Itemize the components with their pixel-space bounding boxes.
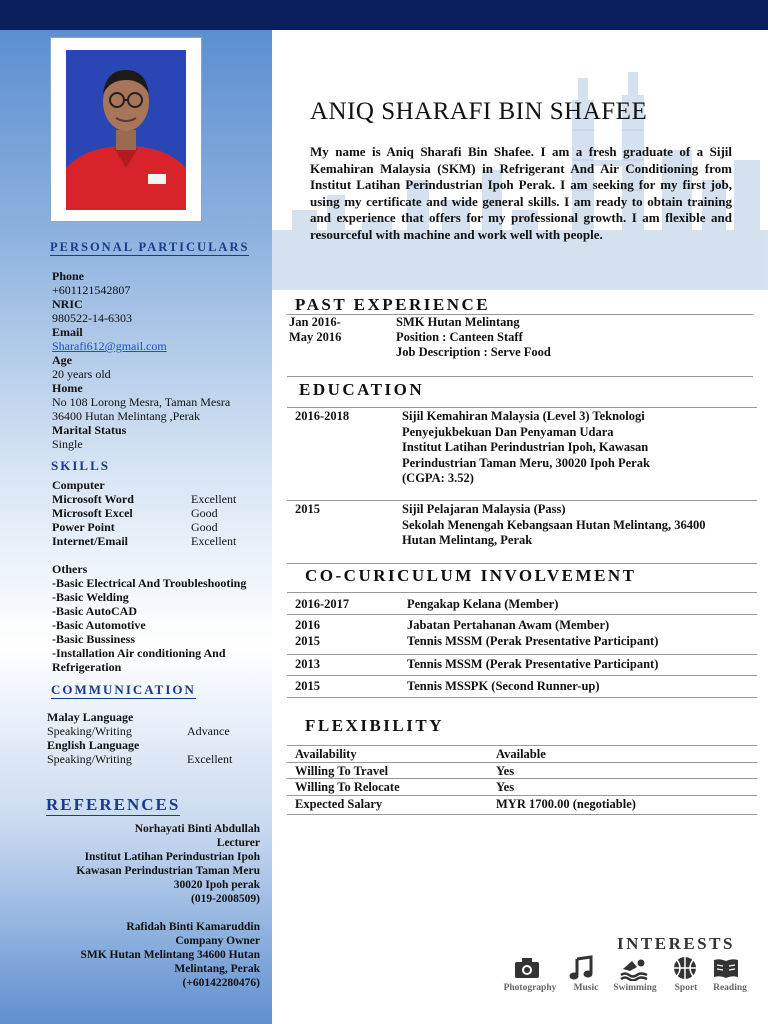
experience-heading: PAST EXPERIENCE [295,295,491,314]
computer-label: Computer [52,478,105,492]
divider [287,614,757,615]
skill-level: Good [191,520,218,534]
divider [287,675,757,676]
flexibility-label: Willing To Relocate [295,780,400,794]
education-line: Sijil Kemahiran Malaysia (Level 3) Teknologi [402,409,645,423]
candidate-name: ANIQ SHARAFI BIN SHAFEE [310,98,648,125]
divider [287,314,753,315]
malay-level: Advance [187,724,230,738]
malay-skill: Speaking/Writing [47,724,132,738]
cocurriculum-year: 2016-2017 [295,597,350,611]
nric-value: 980522-14-6303 [52,311,132,325]
education-line: Perindustrian Taman Meru, 30020 Ipoh Perak [402,455,650,470]
basketball-icon [671,955,699,981]
home-line-2: 36400 Hutan Melintang ,Perak [52,409,200,423]
divider [287,592,757,593]
divider [287,778,757,779]
cocurriculum-year: 2016 [295,618,320,632]
skill-level: Excellent [191,534,237,548]
interest-label: Music [573,983,599,993]
interest-label: Sport [674,983,698,993]
other-skill: -Installation Air conditioning And [52,646,226,660]
experience-description: Job Description : Serve Food [396,345,551,359]
education-line: Institut Latihan Perindustrian Ipoh, Kawasan [402,440,649,454]
reference-line: (019-2008509) [191,893,260,905]
flexibility-label: Expected Salary [295,797,383,811]
english-level: Excellent [187,752,233,766]
marital-label: Marital Status [52,423,127,437]
cocurriculum-heading: CO-CURICULUM INVOLVEMENT [305,566,637,585]
experience-date-end: May 2016 [289,330,342,344]
english-label: English Language [47,738,140,752]
skill-name: Microsoft Word [52,492,134,506]
divider [287,407,757,408]
other-skill: Refrigeration [52,660,122,674]
music-note-icon [568,955,596,981]
malay-label: Malay Language [47,710,134,724]
education-entry-2 [402,502,706,549]
open-book-icon [712,955,740,981]
age-label: Age [52,353,72,367]
flexibility-value: MYR 1700.00 (negotiable) [496,797,636,811]
education-line: Hutan Melintang, Perak [402,533,533,547]
skill-name: Power Point [52,520,115,534]
flexibility-label: Availability [295,747,357,761]
experience-position: Position : Canteen Staff [396,330,523,344]
cocurriculum-activity: Jabatan Pertahanan Awam (Member) [407,618,610,632]
cocurriculum-activity: Tennis MSSPK (Second Runner-up) [407,679,600,693]
summary-paragraph: My name is Aniq Sharafi Bin Shafee. I am a fresh graduate of a Sijil Kemahiran Malaysia (SKM) in Refrigerant And Air Conditioning from Institut Latihan Perindustrian Ipoh Perak. I am seeking for my first job, using my certificate and wide general skills. I am ready to obtain training and experience that offers for my professional growth. I am flexible and resourceful with machine and work well with people. [310,144,732,242]
divider [287,376,753,377]
experience-date-start: Jan 2016- [289,315,341,329]
flexibility-value: Yes [496,764,515,778]
cocurriculum-activity: Tennis MSSM (Perak Presentative Participant) [407,657,659,671]
divider [287,745,757,746]
divider [287,697,757,698]
divider [287,500,757,501]
other-skill: -Basic Bussiness [52,632,136,646]
reference-line: Company Owner [175,935,260,947]
education-line: Sekolah Menengah Kebangsaan Hutan Melintang, 36400 [402,517,706,532]
skills-heading: SKILLS [51,458,110,473]
other-skill: -Basic Electrical And Troubleshooting [52,576,247,590]
references-heading: REFERENCES [46,795,181,814]
education-line: Sijil Pelajaran Malaysia (Pass) [402,502,566,516]
interest-label: Photography [503,983,557,993]
reference-line: SMK Hutan Melintang 34600 Hutan [80,949,260,961]
education-line: (CGPA: 3.52) [402,471,474,485]
communication-heading: COMMUNICATION [51,682,196,697]
phone-label: Phone [52,269,85,283]
home-line-1: No 108 Lorong Mesra, Taman Mesra [52,395,231,409]
top-banner [0,0,768,30]
age-value: 20 years old [52,367,111,381]
cocurriculum-activity: Pengakap Kelana (Member) [407,597,559,611]
divider [287,654,757,655]
swimming-icon [620,955,648,981]
email-label: Email [52,325,83,339]
flexibility-heading: FLEXIBILITY [305,716,444,735]
reference-line: Kawasan Perindustrian Taman Meru [76,865,260,877]
skill-row [52,534,252,548]
personal-heading: PERSONAL PARTICULARS [50,240,250,254]
others-label: Others [52,562,88,576]
skill-level: Good [191,506,218,520]
home-label: Home [52,381,83,395]
cocurriculum-year: 2013 [295,657,320,671]
reference-line: Melintang, Perak [174,963,260,975]
reference-line: Institut Latihan Perindustrian Ipoh [84,851,260,863]
education-year: 2016-2018 [295,409,350,423]
education-year: 2015 [295,502,320,516]
cocurriculum-activity: Tennis MSSM (Perak Presentative Participant) [407,634,659,648]
education-entry-1 [402,409,650,487]
other-skill: -Basic Automotive [52,618,146,632]
experience-place: SMK Hutan Melintang [396,315,520,329]
flexibility-label: Willing To Travel [295,764,389,778]
skill-level: Excellent [191,492,237,506]
cocurriculum-year: 2015 [295,679,320,693]
skill-row [52,492,252,506]
phone-value: +601121542807 [52,283,131,297]
other-skill: -Basic AutoCAD [52,604,138,618]
skill-name: Microsoft Excel [52,506,133,520]
flexibility-value: Yes [496,780,515,794]
marital-value: Single [52,437,83,451]
english-skill: Speaking/Writing [47,752,132,766]
reference-line: Norhayati Binti Abdullah [134,823,260,835]
divider [287,795,757,796]
other-skill: -Basic Welding [52,590,129,604]
camera-icon [513,955,541,981]
divider [287,563,757,564]
education-heading: EDUCATION [299,380,425,399]
skill-row [52,506,252,520]
reference-line: Rafidah Binti Kamaruddin [126,921,260,933]
divider [287,762,757,763]
reference-line: 30020 Ipoh perak [173,879,260,891]
profile-photo [66,50,186,210]
interest-label: Swimming [613,983,657,993]
interest-label: Reading [713,983,747,993]
email-link[interactable]: Sharafi612@gmail.com [52,339,167,353]
cocurriculum-year: 2015 [295,634,320,648]
divider [287,814,757,815]
nric-label: NRIC [52,297,83,311]
reference-line: Lecturer [216,837,260,849]
reference-2 [80,920,260,990]
interests-heading: INTERESTS [617,934,735,953]
flexibility-value: Available [496,747,546,761]
education-line: Penyejukbekuan Dan Penyaman Udara [402,424,614,439]
reference-1 [76,822,260,906]
skill-name: Internet/Email [52,534,128,548]
skill-row [52,520,252,534]
reference-line: (+60142280476) [182,977,260,989]
